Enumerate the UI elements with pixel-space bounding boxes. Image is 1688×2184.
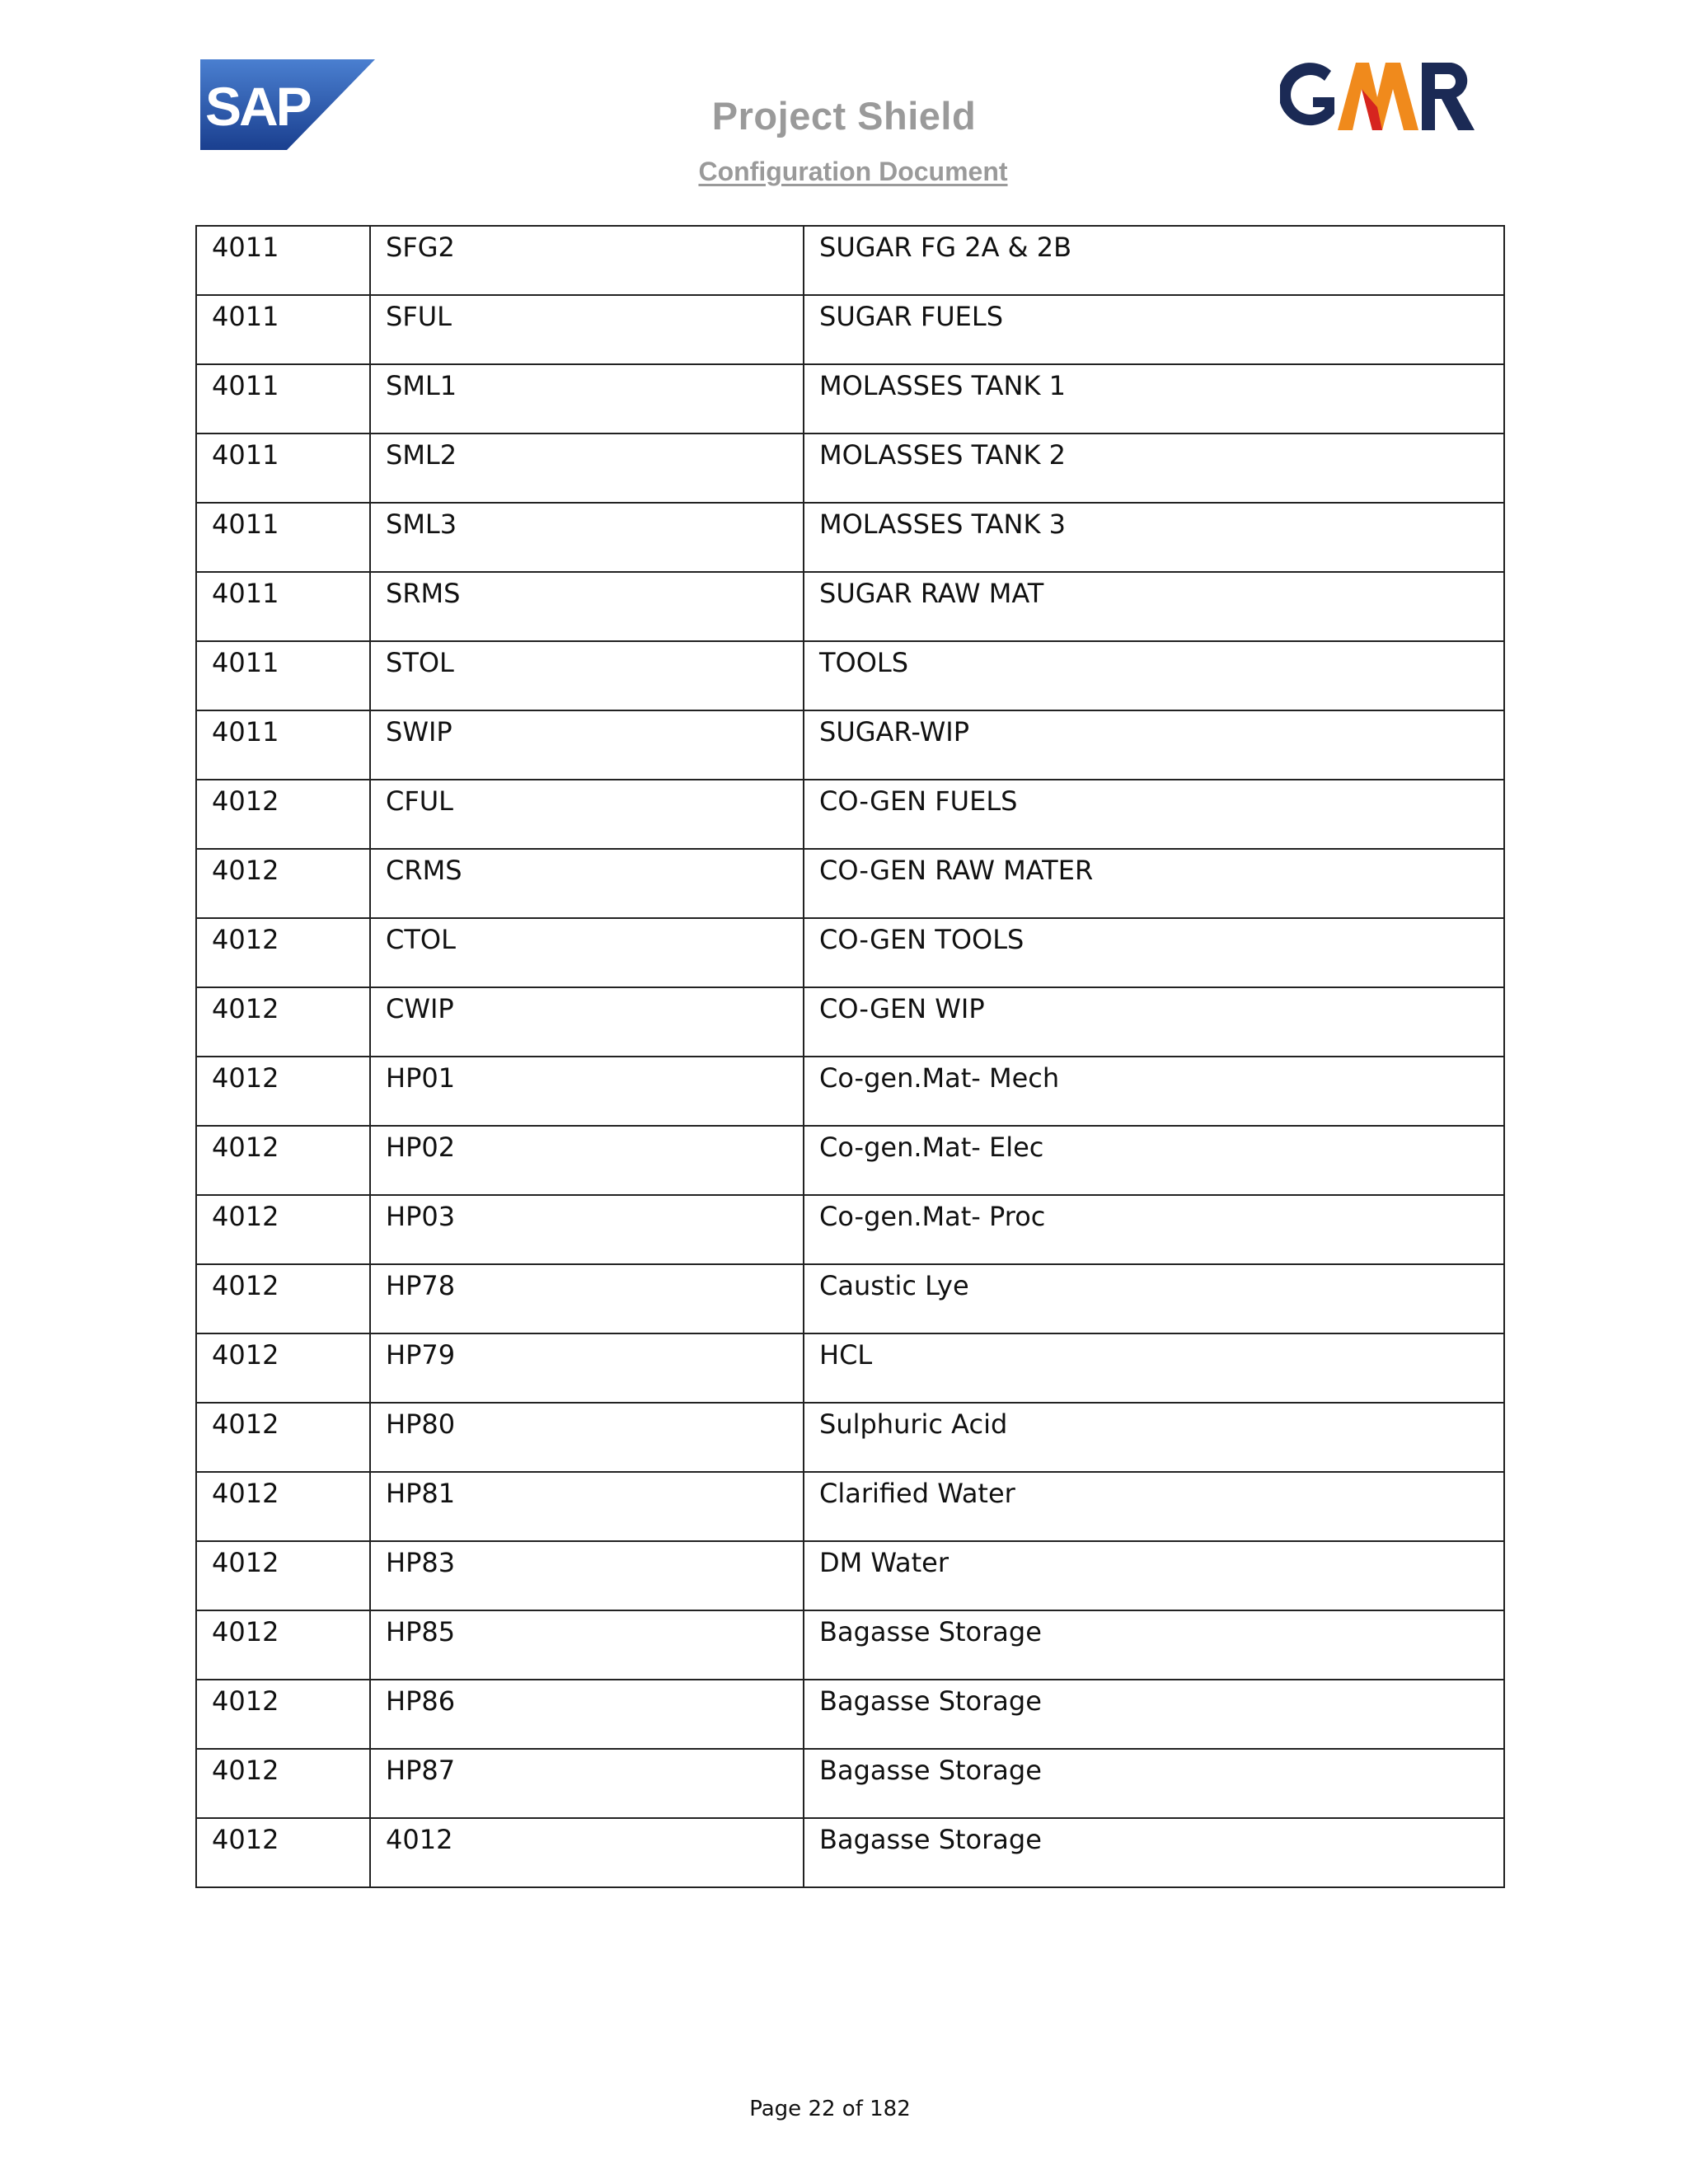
storage-location-cell: CFUL [370,780,804,849]
storage-location-cell: SRMS [370,572,804,641]
storage-location-cell: HP87 [370,1749,804,1818]
storage-location-cell: HP79 [370,1333,804,1403]
plant-cell: 4012 [196,849,370,918]
storage-location-cell: 4012 [370,1818,804,1887]
sap-logo-text: SAP [205,76,310,137]
description-cell: Caustic Lye [804,1264,1504,1333]
table-row [196,1472,1504,1541]
table-row [196,1057,1504,1126]
description-cell: SUGAR FG 2A & 2B [804,226,1504,295]
gmr-logo [1280,56,1478,135]
plant-cell: 4012 [196,1126,370,1195]
description-cell: DM Water [804,1541,1504,1610]
table-row [196,987,1504,1057]
plant-cell: 4012 [196,1333,370,1403]
table-row [196,1680,1504,1749]
plant-cell: 4012 [196,1195,370,1264]
config-table [195,225,1505,1888]
plant-cell: 4012 [196,1403,370,1472]
plant-cell: 4012 [196,1818,370,1887]
storage-location-cell: CTOL [370,918,804,987]
table-row [196,1126,1504,1195]
description-cell: SUGAR FUELS [804,295,1504,364]
plant-cell: 4011 [196,434,370,503]
storage-location-cell: SML2 [370,434,804,503]
storage-location-cell: STOL [370,641,804,710]
storage-location-cell: SML1 [370,364,804,434]
plant-cell: 4011 [196,641,370,710]
plant-cell: 4012 [196,1541,370,1610]
plant-cell: 4012 [196,987,370,1057]
storage-location-cell: HP85 [370,1610,804,1680]
table-row [196,849,1504,918]
storage-location-cell: HP03 [370,1195,804,1264]
table-row [196,1749,1504,1818]
plant-cell: 4012 [196,918,370,987]
table-row [196,1195,1504,1264]
table-row [196,1818,1504,1887]
plant-cell: 4011 [196,503,370,572]
storage-location-cell: SML3 [370,503,804,572]
description-cell: MOLASSES TANK 3 [804,503,1504,572]
table-row [196,434,1504,503]
description-cell: CO-GEN WIP [804,987,1504,1057]
plant-cell: 4012 [196,780,370,849]
plant-cell: 4011 [196,364,370,434]
table-row [196,503,1504,572]
storage-location-cell: CRMS [370,849,804,918]
description-cell: TOOLS [804,641,1504,710]
table-row [196,1403,1504,1472]
plant-cell: 4012 [196,1264,370,1333]
description-cell: HCL [804,1333,1504,1403]
description-cell: MOLASSES TANK 2 [804,434,1504,503]
table-row [196,295,1504,364]
document-subtitle: Configuration Document [698,157,1008,186]
table-row [196,1264,1504,1333]
plant-cell: 4011 [196,710,370,780]
description-cell: Co-gen.Mat- Elec [804,1126,1504,1195]
description-cell: SUGAR RAW MAT [804,572,1504,641]
document-title: Project Shield [711,94,977,138]
config-table-body [196,226,1504,1887]
description-cell: Sulphuric Acid [804,1403,1504,1472]
page-number: Page 22 of 182 [749,2097,911,2121]
storage-location-cell: SFG2 [370,226,804,295]
storage-location-cell: HP01 [370,1057,804,1126]
plant-cell: 4011 [196,572,370,641]
table-row [196,710,1504,780]
plant-cell: 4011 [196,226,370,295]
description-cell: Bagasse Storage [804,1610,1504,1680]
storage-location-cell: HP86 [370,1680,804,1749]
storage-location-cell: HP81 [370,1472,804,1541]
description-cell: Co-gen.Mat- Proc [804,1195,1504,1264]
description-cell: CO-GEN RAW MATER [804,849,1504,918]
description-cell: Bagasse Storage [804,1680,1504,1749]
storage-location-cell: HP83 [370,1541,804,1610]
plant-cell: 4012 [196,1680,370,1749]
description-cell: MOLASSES TANK 1 [804,364,1504,434]
table-row [196,1541,1504,1610]
table-row [196,364,1504,434]
description-cell: Co-gen.Mat- Mech [804,1057,1504,1126]
plant-cell: 4012 [196,1610,370,1680]
description-cell: SUGAR-WIP [804,710,1504,780]
table-row [196,780,1504,849]
storage-location-cell: HP02 [370,1126,804,1195]
storage-location-cell: SWIP [370,710,804,780]
plant-cell: 4012 [196,1057,370,1126]
description-cell: CO-GEN FUELS [804,780,1504,849]
table-row [196,1610,1504,1680]
storage-location-cell: HP78 [370,1264,804,1333]
description-cell: Bagasse Storage [804,1818,1504,1887]
table-row [196,572,1504,641]
description-cell: Bagasse Storage [804,1749,1504,1818]
table-row [196,226,1504,295]
storage-location-cell: SFUL [370,295,804,364]
table-row [196,918,1504,987]
storage-location-cell: HP80 [370,1403,804,1472]
storage-location-cell: CWIP [370,987,804,1057]
table-row [196,1333,1504,1403]
description-cell: CO-GEN TOOLS [804,918,1504,987]
table-row [196,641,1504,710]
plant-cell: 4011 [196,295,370,364]
plant-cell: 4012 [196,1749,370,1818]
plant-cell: 4012 [196,1472,370,1541]
description-cell: Clarified Water [804,1472,1504,1541]
